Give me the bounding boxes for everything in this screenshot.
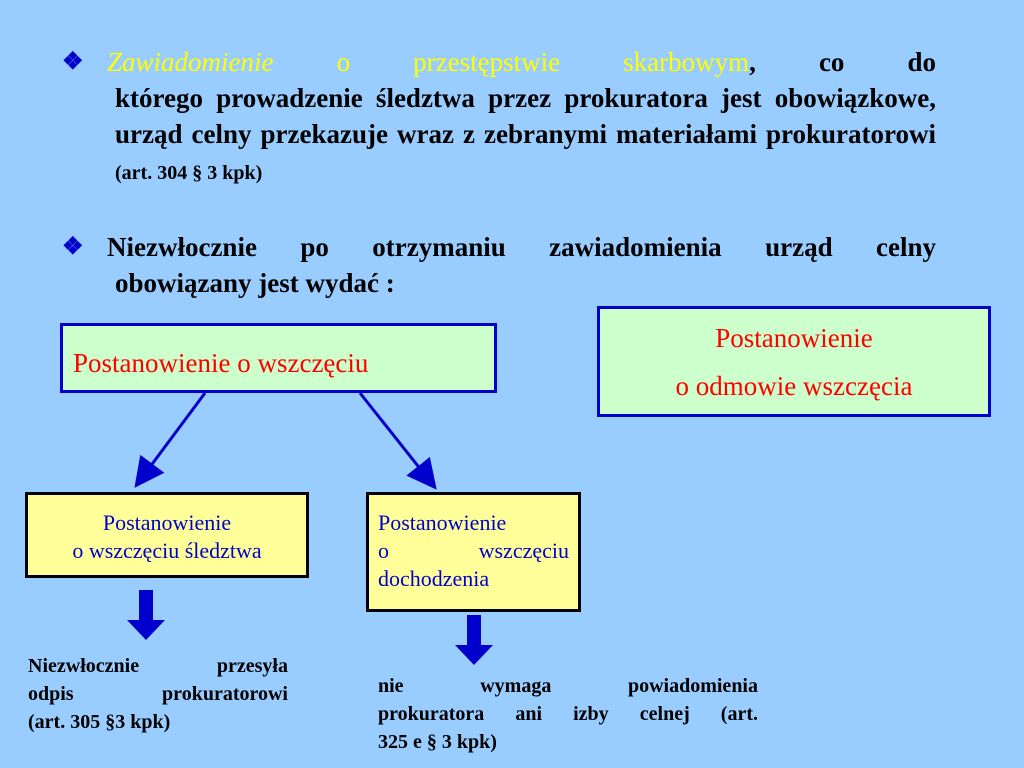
bullet-1-ref: (art. 304 § 3 kpk) [115,162,263,184]
note-investigation-line1: Niezwłocznie przesyła [28,655,288,677]
note-inquiry-line3: 325 e § 3 kpk) [378,731,497,753]
diamond-bullet-icon: ❖ [62,49,84,75]
note-inquiry [378,672,758,756]
diamond-bullet-icon: ❖ [62,234,84,260]
bullet-2-rest: obowiązany jest wydać : [115,268,395,298]
note-investigation [28,652,288,736]
box-inquiry-line2b: wszczęciu [478,538,569,563]
box-refuse-line1: Postanowienie [715,323,873,353]
box-start-label: Postanowienie o wszczęciu [73,348,369,378]
bullet-1-lead-rest: o przestępstwie skarbowym [273,47,750,77]
note-investigation-line3: (art. 305 §3 kpk) [28,711,171,733]
note-investigation-line2: odpis prokuratorowi [28,683,288,705]
down-arrow-icon [127,590,165,640]
box-inquiry-line3: dochodzenia [378,566,490,591]
bullet-1-lead-italic: Zawiadomienie [107,47,274,77]
note-inquiry-line2: prokuratora ani izby celnej (art. [378,703,758,725]
note-inquiry-line1: nie wymaga powiadomienia [378,675,758,697]
arrow-to-investigation [138,393,205,483]
bullet-1-line1-tail: , co do [749,47,936,77]
box-inquiry-line2a: o [378,538,389,563]
box-investigation-line2: o wszczęciu śledztwa [72,538,262,563]
down-arrow-icon [455,615,493,665]
box-inquiry-line1: Postanowienie [378,510,507,535]
bullet-2-first-line: Niezwłocznie po otrzymaniu zawiadomienia urząd celny [107,232,936,262]
arrow-to-inquiry [360,393,433,485]
bullet-1-rest: którego prowadzenie śledztwa przez prokuratora jest obowiązkowe, urząd celny przekazuje wraz z zebranymi materiałami prokuratorowi [115,83,936,149]
box-refuse-line2: o odmowie wszczęcia [675,371,913,401]
box-investigation-line1: Postanowienie [102,510,232,535]
